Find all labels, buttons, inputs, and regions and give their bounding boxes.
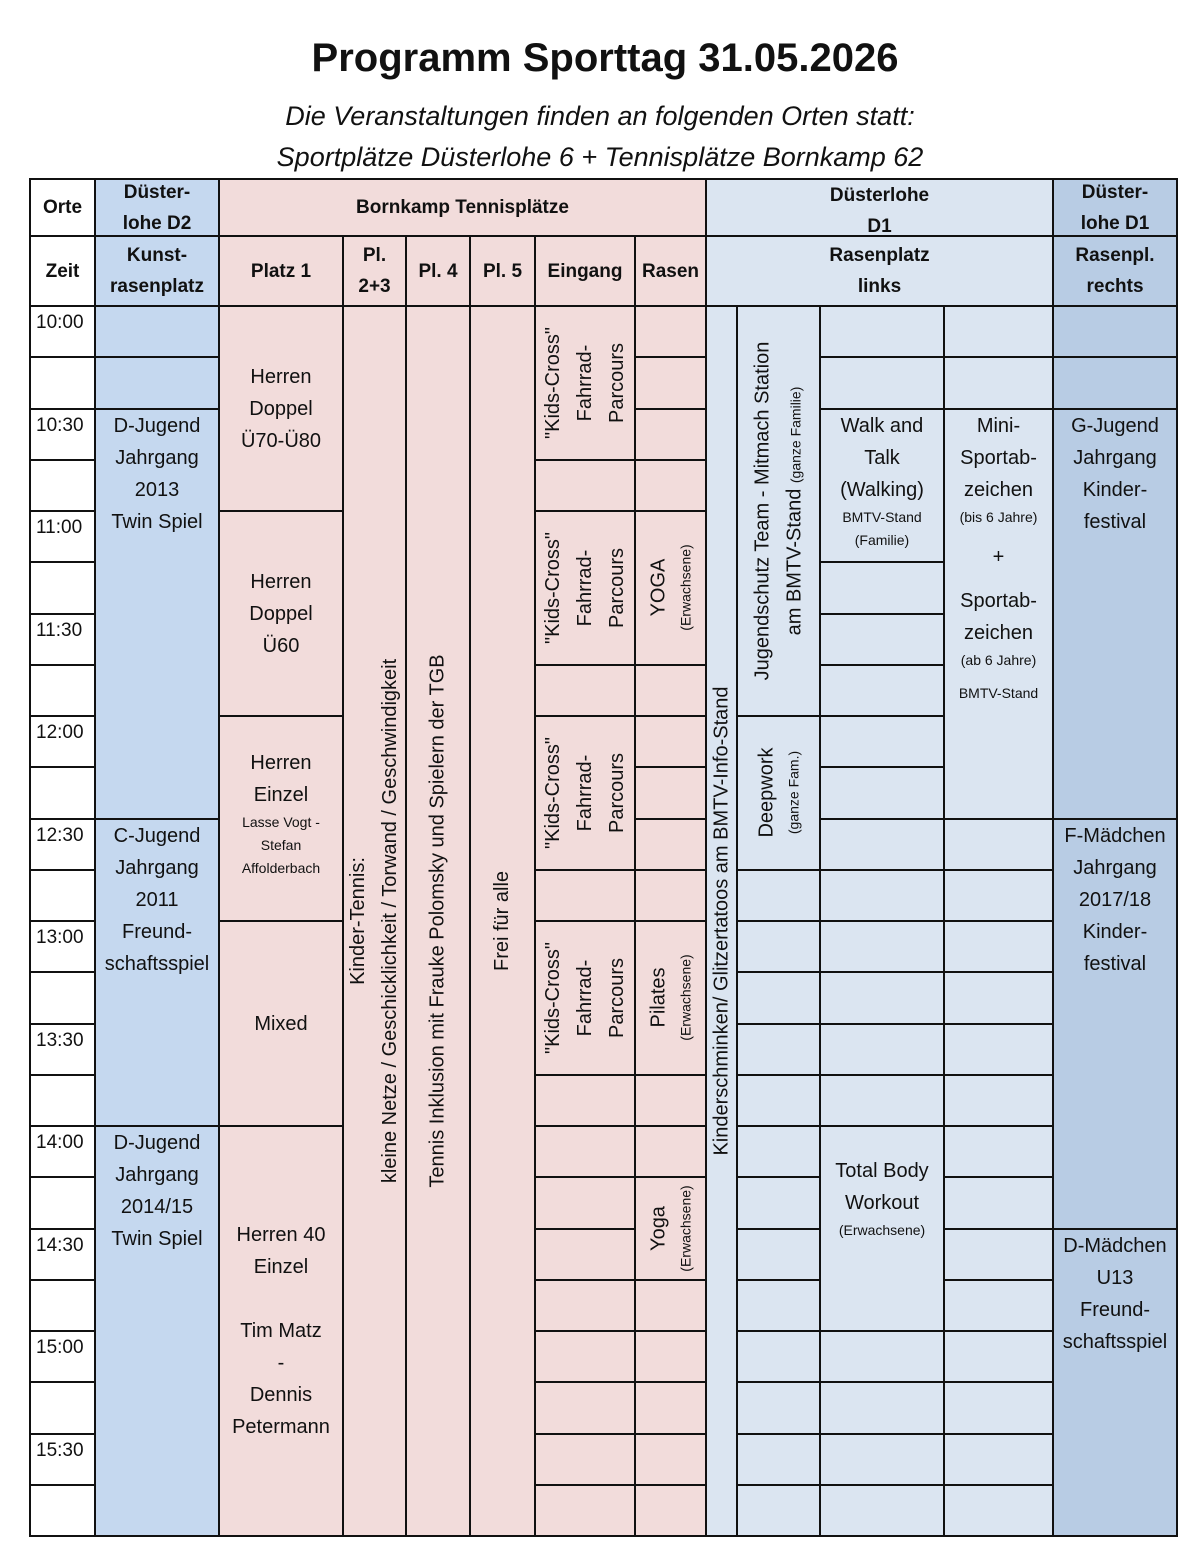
d1-jugendschutz-stand: am BMTV-Stand	[783, 483, 806, 636]
d1-empty	[736, 920, 821, 973]
platz1-event-line: Doppel	[249, 397, 313, 420]
header-duesterlohe-d1-label: Düsterlohe	[829, 185, 930, 206]
platz1-event-line: -	[277, 1352, 285, 1374]
d1-empty	[943, 920, 1054, 973]
d1-tbw-small: (Erwachsene)	[838, 1222, 926, 1238]
eingang-empty	[534, 459, 636, 512]
d1-empty	[736, 869, 821, 922]
rechts-event-line: Jahrgang	[1073, 446, 1157, 469]
eingang-kids-cross	[534, 510, 636, 666]
d1-mini-small: (bis 6 Jahre)	[959, 508, 1038, 525]
time-slot	[29, 1074, 96, 1127]
rasen-empty	[634, 766, 707, 819]
d1-walk-small: BMTV-Stand	[842, 508, 922, 525]
header-orte-label: Orte	[42, 197, 83, 218]
kunstrasen-event-line: Jahrgang	[115, 446, 199, 469]
kunstrasen-event-line: Jahrgang	[115, 1164, 199, 1186]
rasen-empty	[634, 1279, 707, 1332]
header-platz1	[218, 235, 344, 307]
d1-empty	[819, 1484, 945, 1537]
header-eingang-label: Eingang	[547, 260, 623, 282]
time-label: 14:00	[36, 1132, 84, 1153]
d1-empty	[736, 1176, 821, 1229]
rasen-yoga-label: YOGA	[648, 558, 670, 617]
eingang-kids-cross-line: Fahrrad-	[574, 344, 596, 422]
d1-empty	[943, 1484, 1054, 1537]
pl4-event	[405, 305, 471, 1537]
pl23-event-line: kleine Netze / Geschicklichkeit / Torwand / Geschwindigkeit	[379, 658, 402, 1184]
platz1-event-line: Einzel	[253, 784, 309, 806]
kunstrasen-event-line: 2011	[135, 888, 179, 911]
header-rasenpl-rechts	[1052, 235, 1178, 307]
d1-jugendschutz-line	[779, 387, 811, 636]
d1-empty	[819, 920, 945, 973]
rechts-event-line: festival	[1083, 510, 1147, 533]
platz1-event-line: Ü70-Ü80	[240, 429, 322, 452]
time-label: 13:00	[36, 927, 84, 948]
platz1-event-line: Doppel	[249, 602, 313, 625]
time-label	[36, 973, 41, 1005]
d1-empty	[943, 1125, 1054, 1178]
rasen-yoga2	[634, 1176, 707, 1281]
platz1-event-line: Herren	[250, 752, 312, 774]
rasen-yoga2-label: Yoga	[648, 1206, 670, 1251]
time-label	[36, 1486, 41, 1518]
d1-empty	[819, 305, 945, 358]
d1-mini-line: zeichen	[964, 478, 1033, 501]
header-duesterlohe-d1-right-label: lohe D1	[1080, 212, 1150, 234]
rechts-event-line: festival	[1083, 952, 1147, 975]
d1-sport-small: (ab 6 Jahre)	[960, 651, 1037, 668]
time-slot	[29, 869, 96, 922]
time-label	[36, 871, 41, 903]
rechts-event-line: G-Jugend	[1071, 414, 1159, 437]
header-bornkamp	[218, 178, 707, 237]
platz1-event-line	[278, 1283, 284, 1315]
header-duesterlohe-d2	[94, 178, 220, 237]
eingang-empty	[534, 1433, 636, 1486]
time-slot	[29, 305, 96, 358]
eingang-kids-cross-line: Parcours	[606, 547, 628, 628]
kunstrasen-empty	[94, 356, 220, 409]
time-slot	[29, 1433, 96, 1486]
d1-jugendschutz-line: Jugendschutz Team - Mitmach Station	[751, 341, 774, 681]
header-duesterlohe-d1-right-label: Düster-	[1081, 181, 1149, 203]
d1-sport-line: zeichen	[964, 621, 1033, 644]
eingang-empty	[534, 664, 636, 717]
page-title: Programm Sporttag 31.05.2026	[311, 36, 899, 80]
time-label: 15:30	[36, 1439, 84, 1461]
d1-empty	[819, 1381, 945, 1434]
rechts-event-line: Freund-	[1079, 1298, 1151, 1321]
subtitle-locations-intro: Die Veranstaltungen finden an folgenden Orten statt:	[285, 101, 915, 131]
rasen-empty	[634, 818, 707, 871]
d1-empty	[819, 1433, 945, 1486]
platz1-event-line: Petermann	[232, 1416, 330, 1438]
header-orte	[29, 178, 96, 237]
d1-sport-line: Sportab-	[960, 589, 1037, 612]
time-slot	[29, 1330, 96, 1383]
platz1-event	[218, 920, 344, 1127]
eingang-empty	[534, 1279, 636, 1332]
header-duesterlohe-d1-label: D1	[867, 216, 892, 237]
platz1-event	[218, 510, 344, 717]
d1-walk-and-talk	[819, 408, 945, 564]
d1-empty	[736, 1074, 821, 1127]
rasen-empty	[634, 305, 707, 358]
header-pl4-label: Pl. 4	[418, 260, 458, 282]
rasen-pilates-label: Pilates	[648, 967, 670, 1028]
d1-sport-stand: BMTV-Stand	[958, 684, 1039, 701]
eingang-kids-cross-line: "Kids-Cross"	[542, 941, 564, 1054]
time-label: 13:30	[36, 1029, 84, 1051]
rasen-empty	[634, 869, 707, 922]
header-kunstrasen-label: rasenplatz	[110, 276, 204, 297]
d1-empty	[943, 305, 1054, 358]
d1-jugendschutz-small: (ganze Familie)	[787, 386, 804, 484]
time-slot	[29, 561, 96, 614]
d1-info-stand-label: Kinderschminken/ Glitzertatoos am BMTV-Info-Stand	[710, 686, 733, 1156]
d1-mini-line: Sportab-	[960, 446, 1037, 469]
d1-plus: +	[992, 545, 1005, 568]
pl23-event	[342, 305, 407, 1537]
time-slot	[29, 715, 96, 768]
header-kunstrasen-label: Kunst-	[126, 245, 188, 266]
d1-empty	[943, 1176, 1054, 1229]
time-slot	[29, 1023, 96, 1076]
d1-empty	[736, 1279, 821, 1332]
time-slot	[29, 971, 96, 1024]
platz1-event-small: Lasse Vogt -	[242, 814, 320, 830]
rechts-empty	[1052, 305, 1178, 358]
time-slot	[29, 1484, 96, 1537]
rechts-event-line: Kinder-	[1082, 920, 1148, 943]
rechts-empty	[1052, 356, 1178, 409]
rasen-empty	[634, 1433, 707, 1486]
d1-empty	[943, 1433, 1054, 1486]
rechts-event-line: Jahrgang	[1073, 856, 1157, 879]
header-rasen	[634, 235, 707, 307]
d1-empty	[943, 1330, 1054, 1383]
d1-total-body-workout	[819, 1125, 945, 1332]
kunstrasen-event	[94, 1125, 220, 1537]
platz1-event	[218, 715, 344, 922]
d1-empty	[819, 561, 945, 614]
time-label	[36, 768, 41, 800]
eingang-kids-cross-line: Fahrrad-	[574, 754, 596, 832]
rasen-empty	[634, 408, 707, 461]
rasen-yoga2-sub: (Erwachsene)	[678, 1185, 694, 1272]
kunstrasen-event-line: D-Jugend	[113, 1132, 201, 1154]
time-label	[36, 1383, 41, 1415]
time-label: 15:00	[36, 1337, 84, 1358]
rechts-event	[1052, 408, 1178, 820]
d1-tbw-line: Workout	[844, 1192, 920, 1214]
header-pl23	[342, 235, 407, 307]
time-slot	[29, 356, 96, 409]
rasen-empty	[634, 1484, 707, 1537]
pl23-event-line: Kinder-Tennis:	[347, 857, 370, 985]
d1-deepwork-small: (ganze Fam.)	[786, 751, 803, 835]
platz1-event-line: Mixed	[254, 1012, 308, 1035]
time-label: 12:00	[36, 722, 84, 743]
d1-empty	[943, 356, 1054, 409]
rasen-pilates-sub: (Erwachsene)	[678, 954, 694, 1042]
time-label: 14:30	[36, 1234, 84, 1256]
rechts-event-line: 2017/18	[1078, 888, 1152, 911]
time-slot	[29, 1381, 96, 1434]
platz1-event-small: Affolderbach	[241, 860, 321, 876]
rasen-empty	[634, 356, 707, 409]
d1-empty	[736, 1484, 821, 1537]
d1-empty	[819, 869, 945, 922]
kunstrasen-event-line: C-Jugend	[113, 824, 201, 847]
eingang-kids-cross-line: "Kids-Cross"	[542, 326, 564, 439]
d1-deepwork-label: Deepwork	[756, 747, 779, 838]
eingang-kids-cross-line: "Kids-Cross"	[542, 736, 564, 849]
d1-mini-line: Mini-	[976, 414, 1021, 437]
rasen-empty	[634, 459, 707, 512]
d1-empty	[819, 818, 945, 871]
rasen-empty	[634, 1074, 707, 1127]
d1-empty	[819, 1023, 945, 1076]
eingang-empty	[534, 869, 636, 922]
kunstrasen-event-line: Freund-	[121, 920, 193, 943]
d1-empty	[819, 971, 945, 1024]
eingang-kids-cross-line: "Kids-Cross"	[542, 531, 564, 644]
header-duesterlohe-d2-label: lohe D2	[122, 212, 192, 234]
time-label: 11:30	[36, 619, 83, 641]
header-pl23-label: 2+3	[358, 276, 391, 297]
header-rasen-label: Rasen	[641, 260, 700, 282]
d1-empty	[736, 1381, 821, 1434]
rechts-event-line: Kinder-	[1082, 478, 1148, 501]
d1-empty	[736, 1330, 821, 1383]
time-slot	[29, 818, 96, 871]
d1-empty	[819, 715, 945, 768]
header-pl4	[405, 235, 471, 307]
d1-deepwork	[736, 715, 821, 871]
header-rasenpl-rechts-label: Rasenpl.	[1075, 245, 1155, 266]
time-label	[36, 1281, 41, 1313]
rasen-empty	[634, 664, 707, 717]
kunstrasen-event-line: Twin Spiel	[111, 510, 203, 533]
header-kunstrasen	[94, 235, 220, 307]
time-slot	[29, 613, 96, 666]
d1-info-stand	[705, 305, 738, 1537]
d1-empty	[943, 1381, 1054, 1434]
eingang-kids-cross	[534, 920, 636, 1076]
kunstrasen-event-line: schaftsspiel	[104, 952, 210, 975]
time-slot	[29, 459, 96, 512]
platz1-event-line: Herren 40	[236, 1224, 326, 1246]
d1-empty	[736, 1125, 821, 1178]
platz1-event-line: Ü60	[262, 634, 300, 657]
d1-tbw-line: Total Body	[835, 1160, 929, 1182]
header-platz1-label: Platz 1	[250, 260, 312, 282]
eingang-kids-cross-line: Fahrrad-	[574, 959, 596, 1037]
header-duesterlohe-d1-right	[1052, 178, 1178, 237]
kunstrasen-event-line: D-Jugend	[113, 414, 201, 437]
d1-empty	[736, 1433, 821, 1486]
pl5-event	[469, 305, 536, 1537]
header-eingang	[534, 235, 636, 307]
d1-empty	[819, 613, 945, 666]
kunstrasen-event-line: Jahrgang	[115, 856, 199, 879]
header-rasenplatz-links-label: links	[857, 276, 902, 297]
time-slot	[29, 1228, 96, 1281]
time-slot	[29, 408, 96, 461]
d1-empty	[736, 1228, 821, 1281]
time-slot	[29, 1125, 96, 1178]
eingang-empty	[534, 1330, 636, 1383]
eingang-kids-cross-line: Parcours	[606, 752, 628, 833]
kunstrasen-empty	[94, 305, 220, 358]
rasen-yoga	[634, 510, 707, 666]
d1-empty	[819, 356, 945, 409]
d1-empty	[943, 869, 1054, 922]
kunstrasen-event	[94, 818, 220, 1128]
eingang-kids-cross-line: Parcours	[606, 957, 628, 1038]
d1-empty	[943, 1228, 1054, 1281]
eingang-empty	[534, 1484, 636, 1537]
d1-empty	[819, 1330, 945, 1383]
platz1-event-line: Einzel	[253, 1256, 309, 1278]
time-slot	[29, 510, 96, 563]
rasen-empty	[634, 1381, 707, 1434]
header-rasenplatz-links	[705, 235, 1054, 307]
time-label	[36, 461, 41, 493]
d1-walk-line: Walk and	[840, 414, 924, 437]
eingang-kids-cross	[534, 715, 636, 871]
platz1-event-line: Herren	[250, 365, 312, 388]
time-label	[36, 358, 41, 390]
d1-empty	[943, 1074, 1054, 1127]
time-slot	[29, 1279, 96, 1332]
d1-sportabzeichen	[943, 408, 1054, 820]
kunstrasen-event-line: 2014/15	[120, 1196, 194, 1218]
time-label	[36, 666, 41, 698]
pl5-event-line: Frei für alle	[491, 870, 514, 972]
d1-empty	[943, 971, 1054, 1024]
eingang-kids-cross-line: Parcours	[606, 342, 628, 423]
d1-empty	[943, 818, 1054, 871]
eingang-empty	[534, 1125, 636, 1178]
platz1-event	[218, 305, 344, 512]
time-label: 10:30	[36, 414, 84, 436]
d1-jugendschutz	[736, 305, 821, 717]
kunstrasen-event-line: 2013	[134, 478, 180, 501]
eingang-kids-cross	[534, 305, 636, 461]
subtitle-locations: Sportplätze Düsterlohe 6 + Tennisplätze Bornkamp 62	[276, 142, 924, 172]
eingang-empty	[534, 1176, 636, 1229]
eingang-empty	[534, 1074, 636, 1127]
rasen-empty	[634, 1125, 707, 1178]
time-slot	[29, 766, 96, 819]
header-duesterlohe-d1	[705, 178, 1054, 237]
time-label: 11:00	[36, 517, 83, 538]
time-label: 10:00	[36, 312, 84, 333]
platz1-event-line: Dennis	[249, 1384, 313, 1406]
header-pl5-label: Pl. 5	[482, 260, 523, 282]
header-pl5	[469, 235, 536, 307]
d1-walk-small: (Familie)	[854, 531, 910, 548]
rasen-empty	[634, 715, 707, 768]
d1-walk-line: (Walking)	[840, 478, 924, 501]
d1-empty	[736, 971, 821, 1024]
eingang-empty	[534, 1228, 636, 1281]
d1-empty	[736, 1023, 821, 1076]
time-label	[36, 563, 41, 595]
eingang-empty	[534, 1381, 636, 1434]
header-zeit	[29, 235, 96, 307]
header-rasenplatz-links-label: Rasenplatz	[829, 245, 930, 266]
time-slot	[29, 664, 96, 717]
rechts-event-line: U13	[1096, 1266, 1134, 1289]
time-slot	[29, 1176, 96, 1229]
header-duesterlohe-d2-label: Düster-	[123, 181, 191, 203]
rechts-event-line: D-Mädchen	[1063, 1234, 1167, 1257]
header-rasenpl-rechts-label: rechts	[1086, 276, 1144, 297]
platz1-event-small: Stefan	[260, 837, 302, 853]
d1-walk-line: Talk	[864, 446, 900, 469]
rechts-event-line: F-Mädchen	[1064, 824, 1166, 847]
rasen-yoga-sub: (Erwachsene)	[678, 544, 694, 632]
time-label	[36, 1178, 41, 1210]
platz1-event-line: Tim Matz	[240, 1320, 322, 1342]
header-bornkamp-label: Bornkamp Tennisplätze	[356, 197, 569, 218]
d1-empty	[819, 664, 945, 717]
platz1-event	[218, 1125, 344, 1537]
header-pl23-label: Pl.	[362, 245, 387, 266]
kunstrasen-event-line: Twin Spiel	[111, 1228, 203, 1250]
rasen-pilates	[634, 920, 707, 1076]
d1-empty	[819, 766, 945, 819]
pl4-event-line: Tennis Inklusion mit Frauke Polomsky und Spielern der TGB	[427, 654, 450, 1188]
time-slot	[29, 920, 96, 973]
rechts-event	[1052, 1228, 1178, 1538]
eingang-kids-cross-line: Fahrrad-	[574, 549, 596, 627]
kunstrasen-event	[94, 408, 220, 820]
time-label	[36, 1076, 41, 1108]
d1-empty	[819, 1074, 945, 1127]
rasen-empty	[634, 1330, 707, 1383]
rechts-event	[1052, 818, 1178, 1230]
d1-empty	[943, 1023, 1054, 1076]
rechts-event-line: schaftsspiel	[1062, 1330, 1168, 1353]
time-label: 12:30	[36, 824, 84, 846]
header-zeit-label: Zeit	[45, 260, 80, 282]
d1-empty	[943, 1279, 1054, 1332]
platz1-event-line: Herren	[250, 570, 312, 593]
